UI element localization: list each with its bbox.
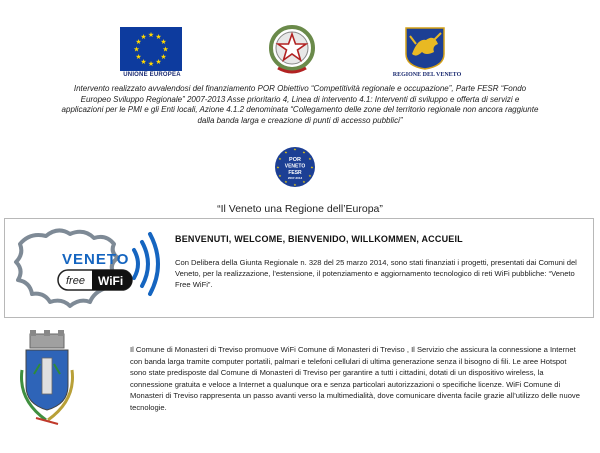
svg-text:★: ★	[155, 33, 162, 41]
svg-text:★: ★	[293, 183, 297, 187]
svg-text:★: ★	[135, 53, 142, 61]
por-fesr-logo-icon	[274, 146, 316, 188]
veneto-region-label: REGIONE DEL VENETO	[392, 72, 462, 78]
svg-text:★: ★	[310, 165, 314, 170]
welcome-title: BENVENUTI, WELCOME, BIENVENIDO, WILLKOMMEN, ACCUEIL	[175, 234, 463, 244]
svg-text:★: ★	[140, 58, 147, 66]
svg-text:★: ★	[284, 150, 288, 155]
por-line-4: 2007-2013	[287, 176, 303, 180]
svg-text:★: ★	[162, 45, 169, 54]
comune-description: Il Comune di Monasteri di Treviso promuove WiFi Comune di Monasteri di Treviso , Il Servizio che assicura la connessione a Internet con banda larga tramite computer portatili, palmari e telefoni cellulari di ultima generazione senza il bisogno di fili. Le aree Hotspot sono state predisposte dal Comune di Monasteri di Treviso per garantire a tutti i cittadini, dotati di un dispositivo wireless, la connessione gratuita e veloce a Internet a qualunque ora e senza particolari autorizzazioni o specifiche licenze. WiFi Comune di Monasteri di Treviso rappresenta un passo avanti verso la multimedialità, dove comunicare diventa facile grazie all’utilizzo delle nuove tecnologie.	[130, 345, 580, 412]
eu-flag-icon	[120, 27, 182, 71]
svg-text:★: ★	[276, 165, 280, 170]
svg-text:★: ★	[308, 174, 312, 178]
svg-text:★: ★	[140, 33, 147, 41]
veneto-free-wifi-logo	[10, 222, 170, 314]
svg-text:★: ★	[147, 31, 155, 39]
svg-text:★: ★	[284, 180, 288, 184]
svg-text:★: ★	[278, 174, 282, 178]
motto: “Il Veneto una Regione dell’Europa”	[217, 203, 383, 215]
svg-text:★: ★	[160, 53, 167, 61]
veneto-lion-emblem-icon	[404, 26, 446, 70]
svg-text:★: ★	[147, 60, 155, 68]
svg-text:★: ★	[302, 150, 306, 155]
por-line-2: VENETO	[284, 163, 306, 170]
veneto-map-icon	[16, 230, 118, 306]
svg-text:★: ★	[293, 147, 297, 152]
por-line-1: POR	[289, 157, 301, 163]
svg-text:★: ★	[155, 58, 162, 66]
wifi-signal-icon	[134, 234, 158, 294]
free-wordmark: free	[66, 275, 85, 287]
svg-text:★: ★	[302, 180, 306, 184]
comune-crest-icon	[16, 330, 78, 428]
delibera-text: Con Delibera della Giunta Regionale n. 328 del 25 marzo 2014, sono stati finanziati i progetti, presentati dai Comuni del Veneto, per la realizzazione, l’estensione, il potenziamento e aggiornamento tecnologico di reti WiFi pubbliche: “Veneto Free WiFi”.	[175, 258, 577, 289]
wifi-wordmark: WiFi	[98, 274, 124, 288]
svg-text:★: ★	[133, 45, 140, 54]
svg-text:★: ★	[160, 38, 167, 46]
eu-label: UNIONE EUROPEA	[123, 72, 181, 78]
svg-text:★: ★	[308, 157, 312, 161]
por-line-3: FESR	[288, 170, 302, 176]
italian-republic-emblem-icon	[266, 22, 318, 80]
svg-text:★: ★	[278, 157, 282, 161]
veneto-wordmark: VENETO	[62, 251, 130, 268]
svg-text:★: ★	[135, 38, 142, 46]
funding-statement: Intervento realizzato avvalendosi del finanziamento POR Obiettivo “Competitività regionale e occupazione”, Parte FESR “Fondo Europeo Sviluppo Regionale” 2007-2013 Asse prioritario 4, Linea di intervento 4.1: Interventi di sviluppo e offerta di servizi e applicazioni per le PMI e gli Enti locali, Azione 4.1.2 denominata “Collegamento delle zone del territorio regionale non ancora raggiunte dalla banda larga e creazione di punti di accesso pubblici”	[61, 84, 539, 125]
